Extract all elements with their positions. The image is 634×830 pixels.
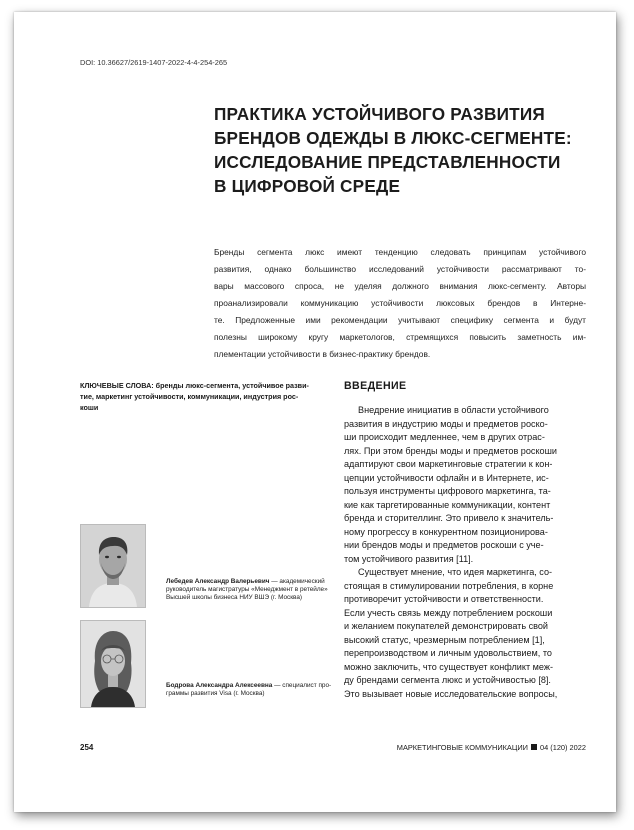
body-line: перепроизводством и личным удовольствием, то: [344, 648, 552, 658]
journal-page: [14, 12, 616, 812]
body-line: высокий статус, чрезмерным потреблением [1],: [344, 634, 545, 645]
author-name: Бодрова Александра Алексеевна: [166, 682, 273, 689]
body-line: Если учесть связь между потреблением роскоши: [344, 607, 553, 618]
author-info: [166, 578, 336, 603]
body-line: нии брендов моды и предметов роскоши с уче-: [344, 540, 544, 550]
author-line: граммы развития Visa (г. Москва): [166, 690, 265, 698]
abstract-line: Бренды сегмента люкс имеют тенденцию следовать принципам устойчивого: [214, 247, 586, 257]
body-line: и желанием покупателей демонстрировать свой: [344, 621, 549, 631]
author-line: [166, 682, 336, 690]
abstract-line: полезны широкому кругу маркетологов, стремящихся повысить заметность им-: [214, 332, 586, 342]
journal-footer: [397, 743, 586, 752]
body-line: Существует мнение, что идея маркетинга, со-: [358, 567, 553, 577]
abstract-line: развития, однако большинство исследований устойчивости рассматривают то-: [214, 264, 586, 274]
article-title: [214, 102, 594, 198]
journal-issue: 04 (120) 2022: [539, 743, 586, 752]
abstract-line: вары массового спроса, не уделяя должного внимания люкс-сегменту. Авторы: [214, 281, 586, 291]
title-line: ПРАКТИКА УСТОЙЧИВОГО РАЗВИТИЯ: [214, 104, 545, 124]
body-line: ши происходит медленнее, чем в других отрас-: [344, 432, 545, 442]
body-line: противоречит устойчивости и ответственности.: [344, 594, 544, 604]
journal-name: МАРКЕТИНГОВЫЕ КОММУНИКАЦИИ: [396, 743, 528, 752]
body-line: кие как таргетированные коммуникации, контент: [344, 499, 551, 510]
author-photo: [80, 620, 146, 708]
body-line: бренда и сторителлинг. Это привело к значитель-: [344, 513, 554, 523]
body-line: Это вызывает новые исследовательские вопросы,: [344, 688, 558, 699]
body-line: лях. При этом бренды моды и предметов роскоши: [344, 445, 557, 456]
keywords: [80, 380, 330, 413]
body-line: можно заключить, что существует конфликт меж-: [344, 661, 553, 672]
title-line: БРЕНДОВ ОДЕЖДЫ В ЛЮКС-СЕГМЕНТЕ:: [214, 128, 572, 148]
square-separator-icon: [531, 744, 537, 750]
portrait-female-icon: [81, 621, 145, 707]
author-line: руководитель магистратуры «Менеджмент в ретейле»: [166, 586, 328, 594]
page-number: 254: [80, 743, 94, 752]
author-line: Высшей школы бизнеса НИУ ВШЭ (г. Москва): [166, 594, 303, 602]
section-heading: ВВЕДЕНИЕ: [344, 380, 407, 392]
body-line: стоящая в стимулировании потребления, в корне: [344, 580, 554, 591]
keywords-line: КЛЮЧЕВЫЕ СЛОВА: бренды люкс-сегмента, устойчивое разви-: [80, 381, 309, 390]
body-line: адаптируют свои маркетинговые стратегии к кон-: [344, 459, 553, 469]
keywords-line: тие, маркетинг устойчивости, коммуникации, индустрия рос-: [80, 392, 299, 401]
body-line: Внедрение инициатив в области устойчивого: [358, 405, 549, 415]
doi-label: DOI: 10.36627/2619-1407-2022-4-4-254-265: [80, 58, 228, 67]
body-line: развития в индустрию моды и предметов роско-: [344, 418, 548, 429]
author-role: — специалист про-: [272, 682, 332, 689]
body-line: пользуя инструменты цифрового маркетинга, та-: [344, 486, 551, 496]
author-info: [166, 682, 336, 698]
author-photo: [80, 524, 146, 608]
body-line: том устойчивого развития [11].: [344, 553, 474, 564]
author-role: — академический: [269, 578, 325, 585]
body-line: ду брендами сегмента люкс и устойчивостью [8].: [344, 675, 551, 685]
body-text: [344, 404, 594, 701]
title-line: В ЦИФРОВОЙ СРЕДЕ: [214, 176, 401, 196]
keywords-line: коши: [80, 403, 99, 412]
abstract-line: те. Предложенные ими рекомендации учитывают специфику сегмента и будут: [214, 315, 586, 325]
body-line: цепции устойчивости офлайн и в Интернете, ис-: [344, 472, 549, 483]
abstract-line: проанализировали коммуникацию устойчивости люксовых брендов в Интерне-: [214, 298, 586, 308]
body-line: ному прогрессу в конкурентном позиционирова-: [344, 526, 548, 537]
title-line: ИССЛЕДОВАНИЕ ПРЕДСТАВЛЕННОСТИ: [214, 152, 561, 172]
author-name: Лебедев Александр Валерьевич: [166, 578, 270, 585]
portrait-male-icon: [81, 525, 145, 607]
author-line: [166, 578, 336, 586]
abstract-line: плементации устойчивости в бизнес-практику брендов.: [214, 349, 431, 359]
abstract: [214, 244, 586, 363]
